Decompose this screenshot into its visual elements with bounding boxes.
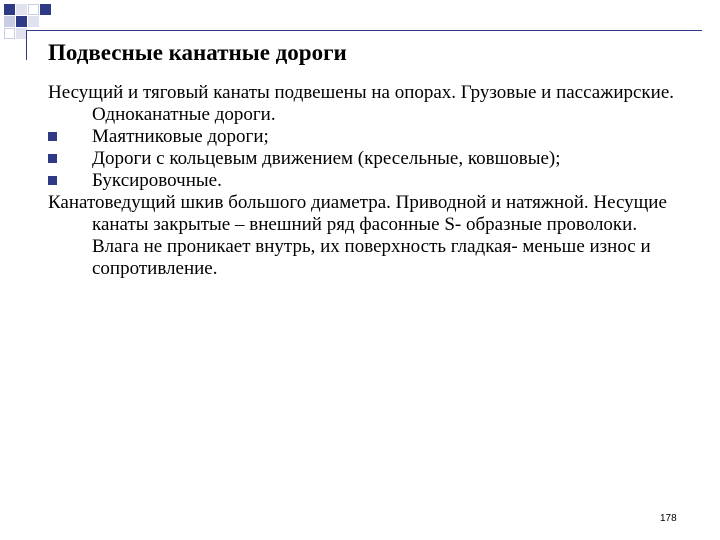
bullet-item bbox=[48, 170, 688, 192]
bullet-item bbox=[48, 126, 688, 148]
header-rule bbox=[26, 30, 702, 31]
decor-square bbox=[4, 28, 15, 39]
slide-title: Подвесные канатные дороги bbox=[48, 40, 347, 65]
square-bullet-icon bbox=[48, 132, 57, 141]
square-bullet-icon bbox=[48, 176, 57, 185]
bullet-text: Маятниковые дороги; bbox=[92, 126, 269, 147]
bullet-text: Дороги с кольцевым движением (кресельные, ковшовые); bbox=[92, 148, 561, 169]
bullet-text: Буксировочные. bbox=[92, 170, 222, 191]
page-number: 178 bbox=[660, 513, 677, 524]
bullet-item bbox=[48, 148, 688, 170]
slide-body bbox=[48, 82, 688, 280]
square-bullet-icon bbox=[48, 154, 57, 163]
decor-square bbox=[16, 4, 27, 15]
decor-square bbox=[16, 16, 27, 27]
decor-square bbox=[40, 4, 51, 15]
decor-square bbox=[28, 4, 39, 15]
decor-square bbox=[28, 16, 39, 27]
details-paragraph: Канатоведущий шкив большого диаметра. Приводной и натяжной. Несущие канаты закрытые – внешний ряд фасонные S- образные проволоки. Влага не проникает внутрь, их поверхность гладкая- меньше износ и сопротивление. bbox=[48, 192, 667, 279]
intro-paragraph: Несущий и тяговый канаты подвешены на опорах. Грузовые и пассажирские. Одноканатные дороги. bbox=[48, 82, 675, 125]
decor-square bbox=[4, 4, 15, 15]
header-rule-vertical bbox=[26, 30, 27, 60]
decor-square bbox=[4, 16, 15, 27]
